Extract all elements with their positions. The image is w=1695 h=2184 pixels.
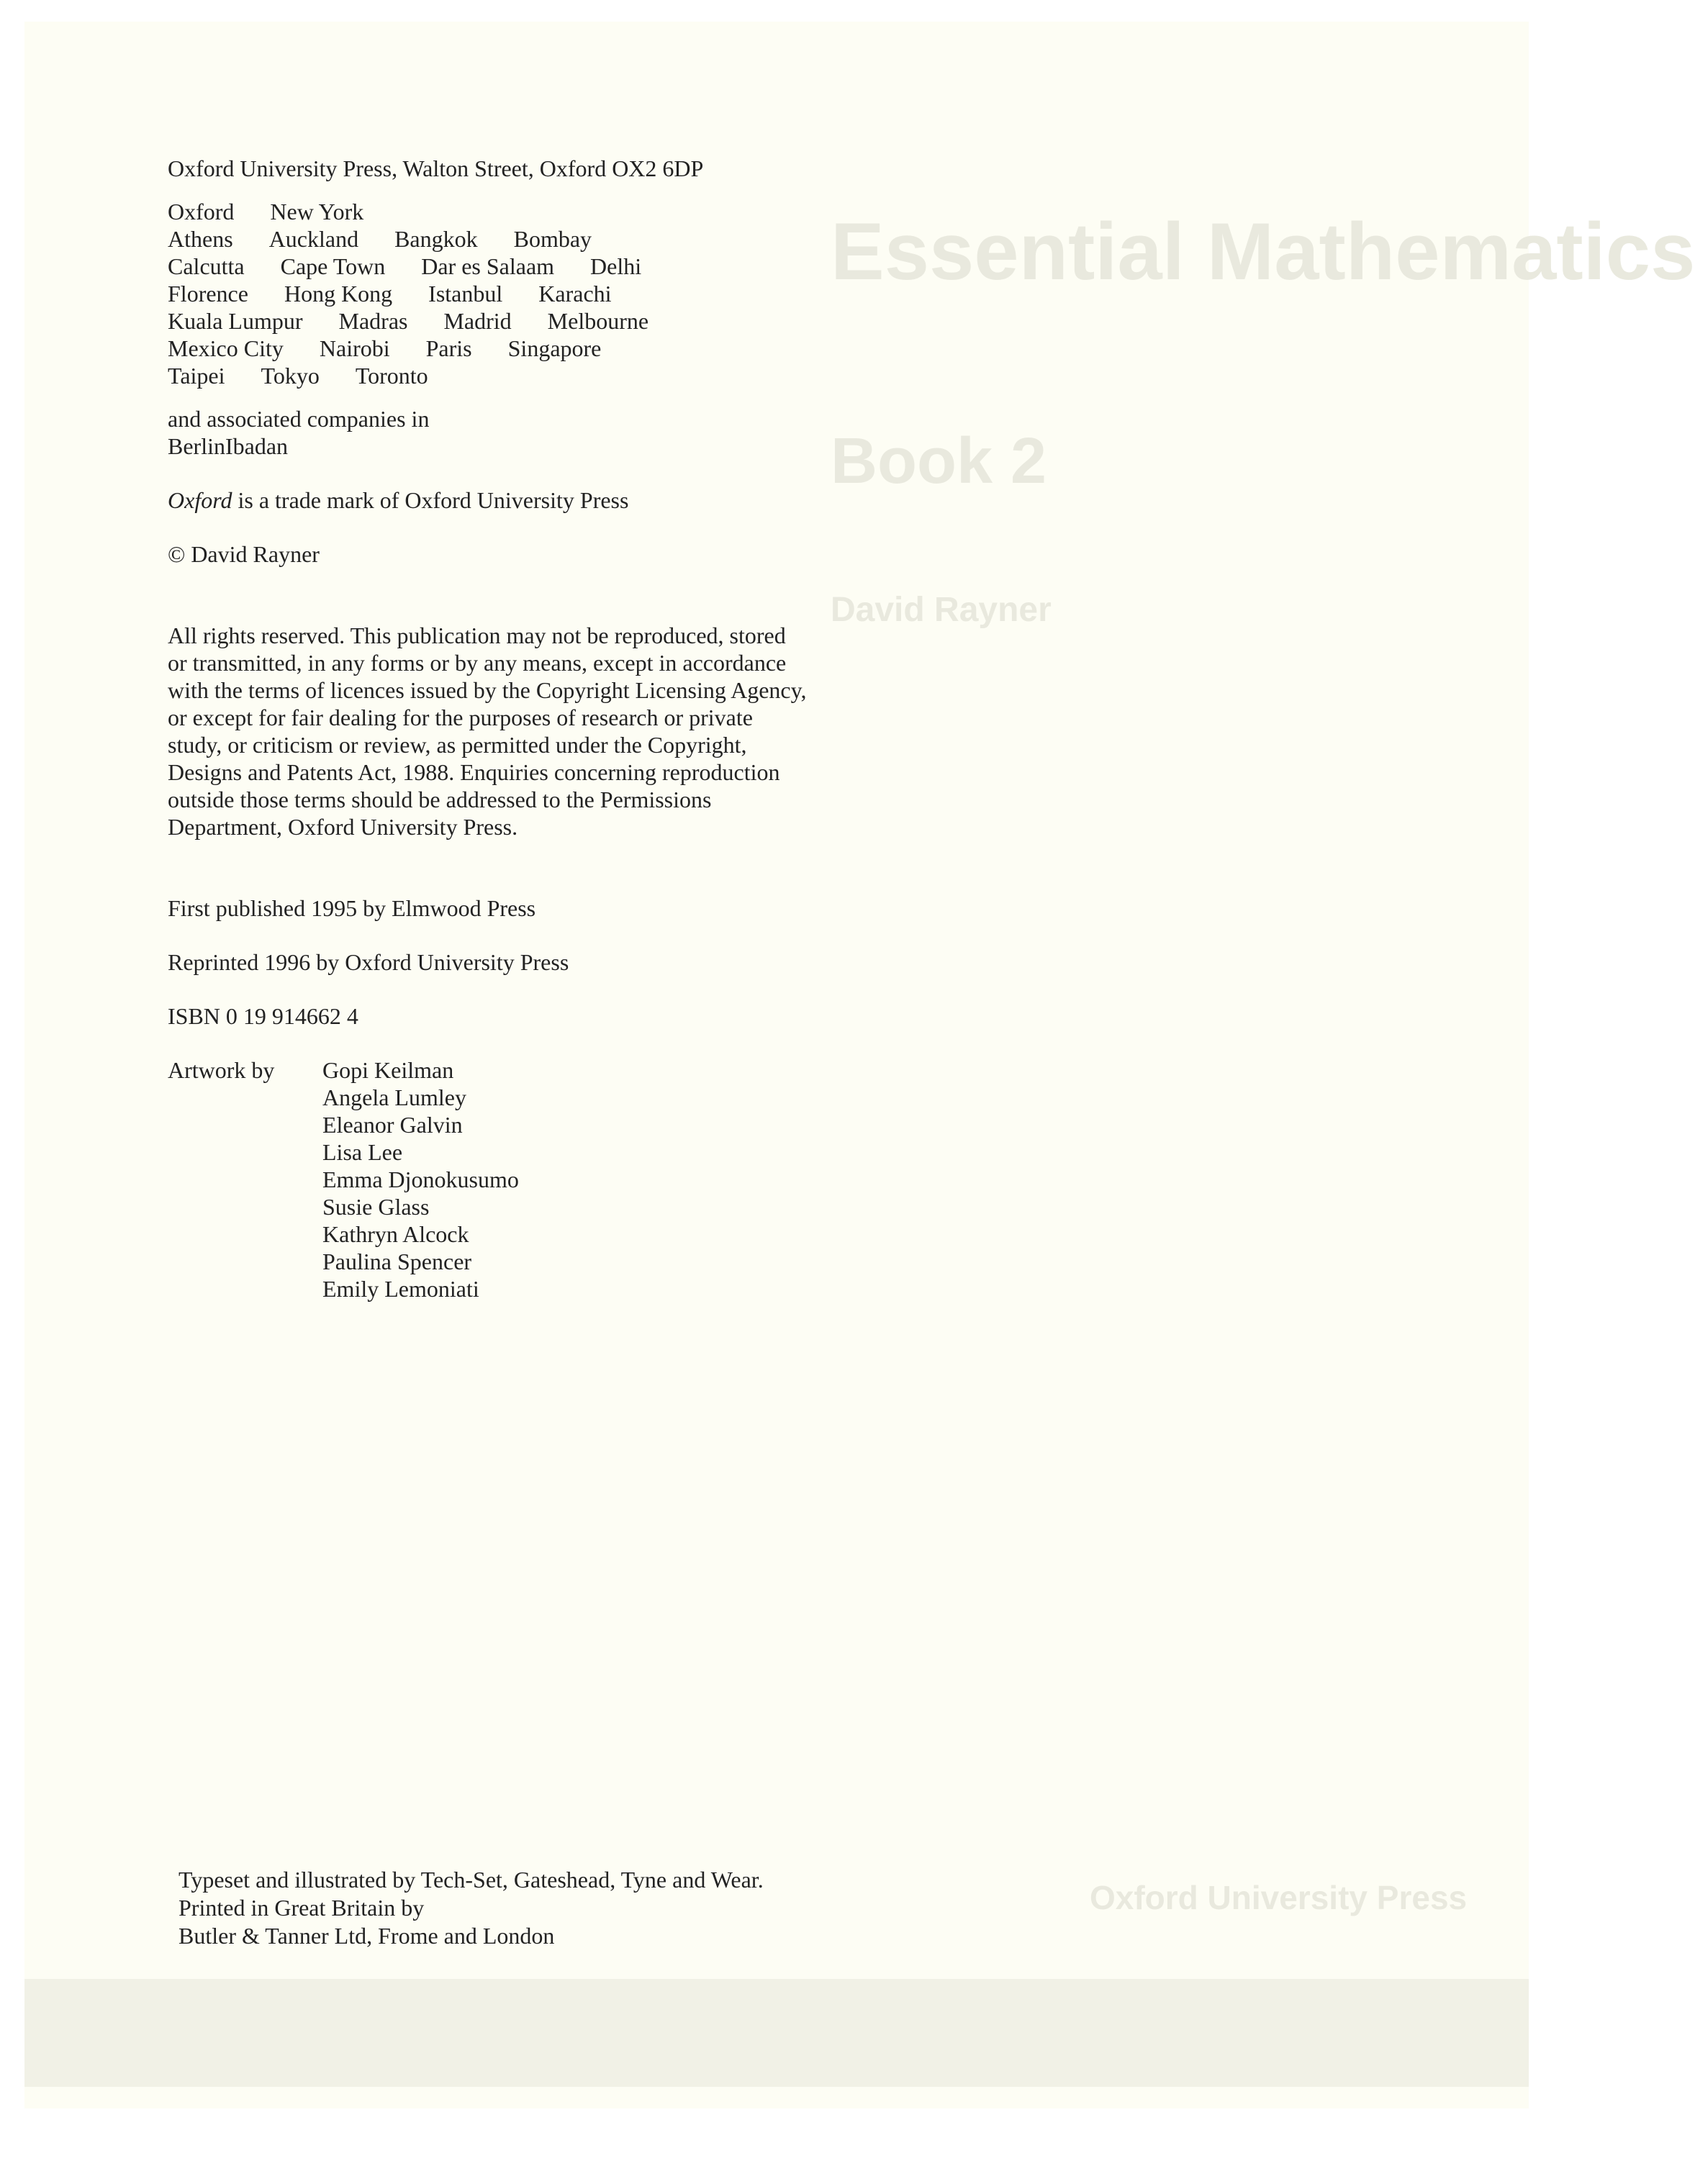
city-row — [168, 225, 959, 253]
associated-intro: and associated companies in — [168, 406, 430, 432]
city: Oxford — [168, 199, 235, 225]
associated-place: Ibadan — [225, 433, 289, 459]
city-list — [168, 198, 959, 389]
artwork-names — [322, 1056, 519, 1302]
copyright-page-content — [168, 155, 959, 1302]
city-row — [168, 280, 959, 307]
rights-line: All rights reserved. This publication may not be reproduced, stored — [168, 622, 786, 648]
reprinted: Reprinted 1996 by Oxford University Press — [168, 949, 569, 975]
trademark-notice — [168, 486, 959, 514]
show-through-author: David Rayner — [831, 591, 1052, 629]
city: Cape Town — [280, 253, 386, 279]
city: Bangkok — [394, 226, 478, 252]
city: New York — [270, 199, 364, 225]
city-row — [168, 253, 959, 280]
artwork-label: Artwork by — [168, 1057, 275, 1083]
city: Nairobi — [319, 335, 390, 361]
city: Hong Kong — [284, 281, 393, 307]
artist-name: Gopi Keilman — [322, 1057, 454, 1083]
show-through-band — [24, 1979, 1529, 2087]
printing-line: Printed in Great Britain by — [178, 1895, 425, 1921]
city: Bombay — [513, 226, 592, 252]
city: Delhi — [590, 253, 642, 279]
rights-line: Department, Oxford University Press. — [168, 814, 518, 840]
rights-line: study, or criticism or review, as permitted under the Copyright, — [168, 732, 747, 758]
city: Mexico City — [168, 335, 284, 361]
city-row — [168, 198, 959, 225]
printing-credits — [178, 1866, 764, 1950]
rights-line: with the terms of licences issued by the Copyright Licensing Agency, — [168, 677, 807, 703]
artist-name: Emma Djonokusumo — [322, 1166, 519, 1192]
associated-place: Berlin — [168, 433, 225, 459]
city: Madras — [338, 308, 408, 334]
first-published: First published 1995 by Elmwood Press — [168, 895, 536, 921]
copyright-line: © David Rayner — [168, 541, 320, 567]
printing-line: Butler & Tanner Ltd, Frome and London — [178, 1923, 555, 1949]
city: Florence — [168, 281, 248, 307]
city: Athens — [168, 226, 233, 252]
city: Karachi — [538, 281, 612, 307]
trademark-word: Oxford — [168, 487, 232, 513]
city: Taipei — [168, 363, 225, 389]
trademark-rest: is a trade mark of Oxford University Press — [232, 487, 629, 513]
show-through-publisher: Oxford University Press — [1090, 1879, 1468, 1916]
show-through-book: Book 2 — [831, 425, 1047, 497]
rights-line: Designs and Patents Act, 1988. Enquiries concerning reproduction — [168, 759, 780, 785]
artwork-credits — [168, 1056, 959, 1302]
city: Istanbul — [428, 281, 503, 307]
artist-name: Kathryn Alcock — [322, 1221, 469, 1247]
city: Singapore — [507, 335, 602, 361]
printing-line: Typeset and illustrated by Tech-Set, Gateshead, Tyne and Wear. — [178, 1867, 764, 1893]
city: Kuala Lumpur — [168, 308, 303, 334]
rights-line: or transmitted, in any forms or by any means, except in accordance — [168, 650, 787, 676]
isbn: ISBN 0 19 914662 4 — [168, 1003, 358, 1029]
rights-line: outside those terms should be addressed to the Permissions — [168, 787, 712, 812]
city: Melbourne — [547, 308, 649, 334]
city: Tokyo — [261, 363, 320, 389]
artist-name: Eleanor Galvin — [322, 1112, 463, 1138]
city: Dar es Salaam — [421, 253, 555, 279]
show-through-title: Essential Mathematics — [831, 207, 1695, 296]
artist-name: Lisa Lee — [322, 1139, 403, 1165]
city: Paris — [425, 335, 472, 361]
city: Auckland — [268, 226, 359, 252]
rights-notice — [168, 622, 959, 840]
associated-places — [168, 432, 959, 460]
city: Calcutta — [168, 253, 245, 279]
city: Madrid — [443, 308, 512, 334]
publisher-address: Oxford University Press, Walton Street, Oxford OX2 6DP — [168, 155, 704, 181]
artist-name: Paulina Spencer — [322, 1249, 472, 1274]
city: Toronto — [355, 363, 428, 389]
city-row — [168, 362, 959, 389]
artist-name: Emily Lemoniati — [322, 1276, 479, 1302]
city-row — [168, 335, 959, 362]
artist-name: Susie Glass — [322, 1194, 430, 1220]
artist-name: Angela Lumley — [322, 1084, 466, 1110]
rights-line: or except for fair dealing for the purposes of research or private — [168, 704, 753, 730]
city-row — [168, 307, 959, 335]
